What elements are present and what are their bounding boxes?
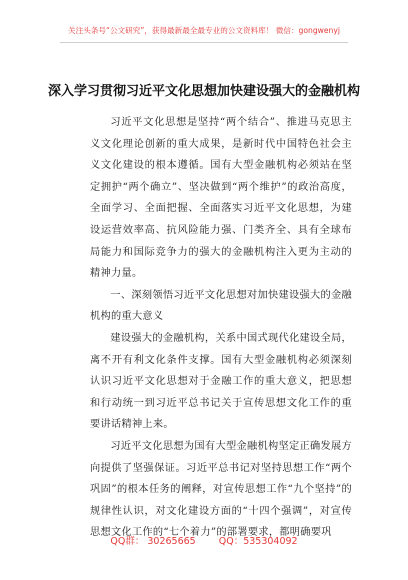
footer-contact (0, 533, 408, 547)
header-banner: 关注头条号“公文研究”，获得最新最全最专业的公文资料库！ 微信：gongwenyj (68, 26, 340, 35)
footer-qq-group: QQ群： 30265665 (110, 536, 196, 547)
header-divider (60, 42, 348, 43)
body-paragraph: 习近平文化思想是坚持“两个结合”、推进马克思主义文化理论创新的重大成果，是新时代中国特色社会主义文化建设的根本遵循。国有大型金融机构必须站在坚定拥护“两个确立”、坚决做到“两个维护”的政治高度，全面学习、全面把握、全面落实习近平文化思想，为建设运营效率高、抗风险能力强、门类齐全、具有全球布局能力和国际竞争力的强大的金融机构注入更为主动的精神力量。 (90, 117, 352, 280)
section-heading: 一、深刻领悟习近平文化思想对加快建设强大的金融机构的重大意义 (90, 289, 352, 323)
footer-qq: QQ：535304092 (218, 536, 298, 547)
body-paragraph: 建设强大的金融机构，关系中国式现代化建设全局，离不开有利文化条件支撑。国有大型金融机构必须深刻认识习近平文化思想对于金融工作的重大意义，把思想和行动统一到习近平总书记关于宣传思想文化工作的重要讲话精神上来。 (90, 332, 352, 431)
document-title: 深入学习贯彻习近平文化思想加快建设强大的金融机构 (47, 84, 360, 99)
document-body (90, 112, 352, 544)
body-paragraph: 习近平文化思想为国有大型金融机构坚定正确发展方向提供了坚强保证。习近平总书记对坚持思想工作“两个巩固”的根本任务的阐释，对宣传思想工作“九个坚持”的规律性认识，对文化建设方面的“十四个强调”，对宣传思想文化工作的“七个着力”的部署要求，都明确要巩 (90, 440, 352, 539)
